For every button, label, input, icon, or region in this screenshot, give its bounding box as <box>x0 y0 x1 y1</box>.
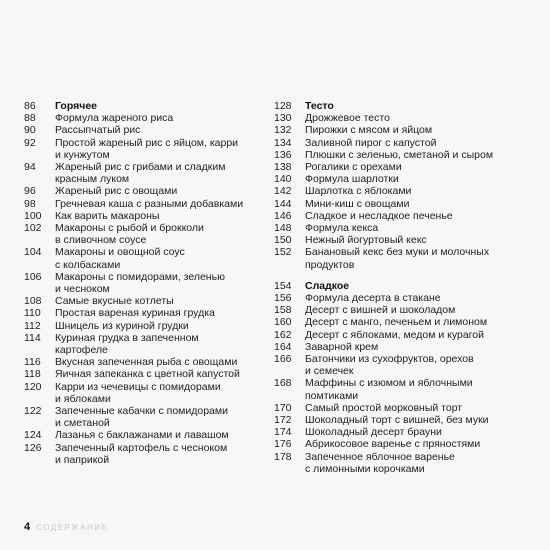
toc-entry[interactable] <box>24 405 256 429</box>
entry-page-number: 110 <box>24 307 41 320</box>
entry-page-number: 168 <box>274 377 292 390</box>
toc-right-column <box>274 100 506 484</box>
entry-page-number: 146 <box>274 209 292 222</box>
entry-page-number: 150 <box>274 234 292 247</box>
entry-title <box>305 292 441 304</box>
toc-entry[interactable] <box>274 137 506 149</box>
toc-left-column <box>24 100 256 475</box>
entry-page-number: 132 <box>274 124 292 137</box>
section-heading <box>274 280 506 292</box>
section-title: Тесто <box>305 100 334 112</box>
entry-title-line: и кунжутом <box>55 148 110 161</box>
toc-entry[interactable] <box>274 426 506 438</box>
entry-title <box>305 246 489 270</box>
entry-title-line: Гречневая каша с разными добавками <box>55 197 244 210</box>
toc-entry[interactable] <box>274 292 506 304</box>
toc-entry[interactable] <box>24 112 256 124</box>
entry-page-number: 166 <box>274 353 292 366</box>
entry-title <box>305 438 480 450</box>
entry-title-line: Яичная запеканка с цветной капустой <box>55 368 240 381</box>
entry-page-number: 142 <box>274 185 292 198</box>
entry-page-number: 156 <box>274 292 292 305</box>
entry-title-line: Запеченное яблочное варенье <box>305 450 455 463</box>
entry-title-line: Простой жареный рис с яйцом, карри <box>55 136 239 149</box>
entry-title-line: с колбасками <box>55 258 121 271</box>
entry-page-number: 106 <box>24 270 42 283</box>
toc-entry[interactable] <box>24 356 256 368</box>
entry-title <box>55 332 199 356</box>
section-title: Горячее <box>55 100 98 112</box>
toc-entry[interactable] <box>274 377 506 401</box>
entry-title <box>55 161 225 185</box>
entry-page-number: 172 <box>274 414 292 427</box>
entry-title-line: Банановый кекс без муки и молочных <box>305 246 490 259</box>
entry-title <box>305 451 455 475</box>
entry-page-number: 100 <box>24 209 42 222</box>
entry-title <box>55 405 228 429</box>
entry-page-number: 136 <box>274 148 292 161</box>
entry-title-line: Жареный рис с овощами <box>55 185 178 198</box>
entry-title-line: Рассыпчатый рис <box>55 124 141 137</box>
toc-entry[interactable] <box>24 307 256 319</box>
entry-title-line: Маффины с изюмом и яблочными <box>305 377 473 390</box>
entry-title <box>305 353 474 377</box>
entry-title <box>305 161 402 173</box>
running-head: СОДЕРЖАНИЕ <box>36 523 109 532</box>
entry-page-number: 178 <box>274 450 292 463</box>
toc-entry[interactable] <box>274 124 506 136</box>
entry-title-line: помтиками <box>305 389 359 402</box>
toc-entry[interactable] <box>24 185 256 197</box>
entry-title <box>305 173 399 185</box>
entry-page-number: 160 <box>274 316 292 329</box>
entry-title <box>305 329 484 341</box>
toc-entry[interactable] <box>24 222 256 246</box>
section-page-number: 128 <box>274 100 292 112</box>
toc-entry[interactable] <box>24 368 256 380</box>
entry-title-line: картофеле <box>55 344 108 357</box>
entry-title <box>55 295 174 307</box>
toc-entry[interactable] <box>24 198 256 210</box>
toc-entry[interactable] <box>24 246 256 270</box>
entry-page-number: 148 <box>274 222 292 235</box>
toc-entry[interactable] <box>274 222 506 234</box>
entry-page-number: 124 <box>24 429 42 442</box>
toc-entry[interactable] <box>274 438 506 450</box>
entry-page-number: 126 <box>24 441 42 454</box>
entry-page-number: 162 <box>274 328 292 341</box>
entry-title-line: Формула шарлотки <box>305 173 399 186</box>
entry-title <box>305 234 427 246</box>
toc-entry[interactable] <box>274 234 506 246</box>
entry-title <box>55 429 229 441</box>
toc-entry[interactable] <box>24 429 256 441</box>
page-number: 4 <box>24 521 31 533</box>
entry-title-line: Мини-киш с овощами <box>305 197 410 210</box>
toc-entry[interactable] <box>24 381 256 405</box>
entry-title-line: Плюшки с зеленью, сметаной и сыром <box>305 148 494 161</box>
entry-page-number: 114 <box>24 331 41 344</box>
section-page-number: 154 <box>274 279 292 292</box>
entry-title <box>305 377 473 401</box>
entry-title <box>305 112 390 124</box>
entry-title-line: Жареный рис с грибами и сладким <box>55 161 226 174</box>
entry-page-number: 130 <box>274 112 292 125</box>
entry-title-line: Заварной крем <box>305 340 379 353</box>
entry-title-line: Шоколадный десерт брауни <box>305 426 442 439</box>
entry-title-line: Вкусная запеченная рыба с овощами <box>55 356 238 369</box>
section-heading <box>274 100 506 112</box>
entry-title <box>55 210 159 222</box>
entry-title <box>55 356 237 368</box>
entry-title <box>305 316 487 328</box>
entry-title <box>305 149 493 161</box>
section-page-number: 86 <box>24 100 36 112</box>
entry-title <box>55 381 221 405</box>
toc-entry[interactable] <box>274 112 506 124</box>
toc-entry[interactable] <box>274 316 506 328</box>
entry-title-line: красным луком <box>55 173 130 186</box>
entry-title-line: и семечек <box>305 365 354 378</box>
entry-title <box>305 124 432 136</box>
entry-title-line: Дрожжевое тесто <box>305 112 390 125</box>
entry-page-number: 170 <box>274 401 292 414</box>
entry-title-line: Самые вкусные котлеты <box>55 295 174 308</box>
entry-title <box>55 185 177 197</box>
entry-title-line: Самый простой морковный торт <box>305 401 463 414</box>
toc-section <box>24 100 256 466</box>
toc-entry[interactable] <box>24 137 256 161</box>
page-footer <box>24 521 108 533</box>
entry-title-line: Шоколадный торт с вишней, без муки <box>305 414 489 427</box>
entry-title <box>55 368 240 380</box>
toc-entry[interactable] <box>274 414 506 426</box>
entry-title-line: Формула жареного риса <box>55 112 174 125</box>
entry-title <box>55 198 243 210</box>
entry-title <box>55 246 185 270</box>
entry-title <box>55 137 238 161</box>
entry-title-line: и чесноком <box>55 283 110 296</box>
entry-page-number: 96 <box>24 185 36 198</box>
entry-title-line: в сливочном соусе <box>55 234 147 247</box>
entry-title-line: продуктов <box>305 258 355 271</box>
entry-title <box>55 320 189 332</box>
toc-entry[interactable] <box>274 161 506 173</box>
entry-page-number: 104 <box>24 246 42 259</box>
entry-title-line: Нежный йогуртовый кекс <box>305 234 427 247</box>
toc-section <box>274 280 506 475</box>
toc-entry[interactable] <box>274 198 506 210</box>
entry-title-line: Батончики из сухофруктов, орехов <box>305 353 474 366</box>
entry-title-line: и яблоками <box>55 392 111 405</box>
toc-entry[interactable] <box>274 149 506 161</box>
entry-page-number: 176 <box>274 438 292 451</box>
entry-page-number: 94 <box>24 161 36 174</box>
entry-page-number: 140 <box>274 173 292 186</box>
entry-title <box>305 304 455 316</box>
toc-entry[interactable] <box>274 210 506 222</box>
entry-title-line: и паприкой <box>55 453 110 466</box>
section-title: Сладкое <box>305 279 350 292</box>
entry-page-number: 112 <box>24 319 41 332</box>
entry-title <box>55 112 173 124</box>
entry-title-line: Как варить макароны <box>55 209 160 222</box>
entry-title-line: Пирожки с мясом и яйцом <box>305 124 433 137</box>
entry-title <box>55 222 204 246</box>
toc-entry[interactable] <box>274 329 506 341</box>
entry-title-line: Запеченные кабачки с помидорами <box>55 405 228 418</box>
entry-page-number: 122 <box>24 405 42 418</box>
toc-entry[interactable] <box>274 451 506 475</box>
toc-entry[interactable] <box>24 295 256 307</box>
entry-title-line: Шницель из куриной грудки <box>55 319 189 332</box>
toc-entry[interactable] <box>274 185 506 197</box>
toc-entry[interactable] <box>24 271 256 295</box>
toc-entry[interactable] <box>24 332 256 356</box>
toc-entry[interactable] <box>274 304 506 316</box>
entry-title <box>305 402 462 414</box>
entry-title <box>305 341 378 353</box>
toc-entry[interactable] <box>24 161 256 185</box>
entry-title <box>55 442 227 466</box>
entry-page-number: 138 <box>274 161 292 174</box>
toc-entry[interactable] <box>274 353 506 377</box>
entry-title-line: Простая вареная куриная грудка <box>55 307 215 320</box>
entry-title <box>305 414 489 426</box>
entry-title <box>305 185 411 197</box>
entry-title <box>305 222 378 234</box>
entry-page-number: 164 <box>274 340 292 353</box>
entry-title-line: Шарлотка с яблоками <box>305 185 412 198</box>
entry-title-line: Лазанья с баклажанами и лавашом <box>55 429 229 442</box>
toc-entry[interactable] <box>274 246 506 270</box>
entry-page-number: 88 <box>24 112 36 125</box>
entry-title-line: Макароны и овощной соус <box>55 246 185 259</box>
entry-title-line: Формула десерта в стакане <box>305 292 441 305</box>
toc-section <box>274 100 506 271</box>
toc-entry[interactable] <box>24 442 256 466</box>
entry-title-line: Макароны с помидорами, зеленью <box>55 270 225 283</box>
entry-title-line: Формула кекса <box>305 222 379 235</box>
entry-page-number: 134 <box>274 136 292 149</box>
entry-title <box>305 137 436 149</box>
entry-page-number: 108 <box>24 295 42 308</box>
entry-title <box>305 210 453 222</box>
entry-title-line: Карри из чечевицы с помидорами <box>55 380 221 393</box>
section-heading <box>24 100 256 112</box>
toc-entry[interactable] <box>24 210 256 222</box>
entry-title-line: с лимонными корочками <box>305 462 425 475</box>
toc-entry[interactable] <box>274 402 506 414</box>
entry-title-line: Запеченный картофель с чесноком <box>55 441 228 454</box>
entry-title-line: Сладкое и несладкое печенье <box>305 209 453 222</box>
entry-title <box>55 271 225 295</box>
entry-page-number: 116 <box>24 356 41 369</box>
entry-page-number: 90 <box>24 124 36 137</box>
entry-page-number: 118 <box>24 368 41 381</box>
entry-page-number: 158 <box>274 304 292 317</box>
entry-page-number: 102 <box>24 222 42 235</box>
entry-page-number: 174 <box>274 426 292 439</box>
entry-title-line: Десерт с вишней и шоколадом <box>305 304 456 317</box>
entry-page-number: 120 <box>24 380 42 393</box>
toc-entry[interactable] <box>24 320 256 332</box>
entry-title-line: Куриная грудка в запеченном <box>55 331 199 344</box>
entry-title-line: Рогалики с орехами <box>305 161 402 174</box>
entry-page-number: 144 <box>274 197 292 210</box>
entry-title <box>305 426 442 438</box>
entry-title-line: Заливной пирог с капустой <box>305 136 437 149</box>
entry-page-number: 92 <box>24 136 36 149</box>
entry-title-line: Макароны с рыбой и брокколи <box>55 222 204 235</box>
entry-title <box>305 198 409 210</box>
toc-entry[interactable] <box>274 341 506 353</box>
entry-page-number: 98 <box>24 197 36 210</box>
entry-title-line: Абрикосовое варенье с пряностями <box>305 438 481 451</box>
entry-title-line: и сметаной <box>55 417 110 430</box>
entry-title-line: Десерт с манго, печеньем и лимоном <box>305 316 488 329</box>
entry-title <box>55 307 215 319</box>
toc-entry[interactable] <box>24 124 256 136</box>
toc-entry[interactable] <box>274 173 506 185</box>
entry-page-number: 152 <box>274 246 292 259</box>
entry-title <box>55 124 140 136</box>
entry-title-line: Десерт с яблоками, медом и курагой <box>305 328 484 341</box>
